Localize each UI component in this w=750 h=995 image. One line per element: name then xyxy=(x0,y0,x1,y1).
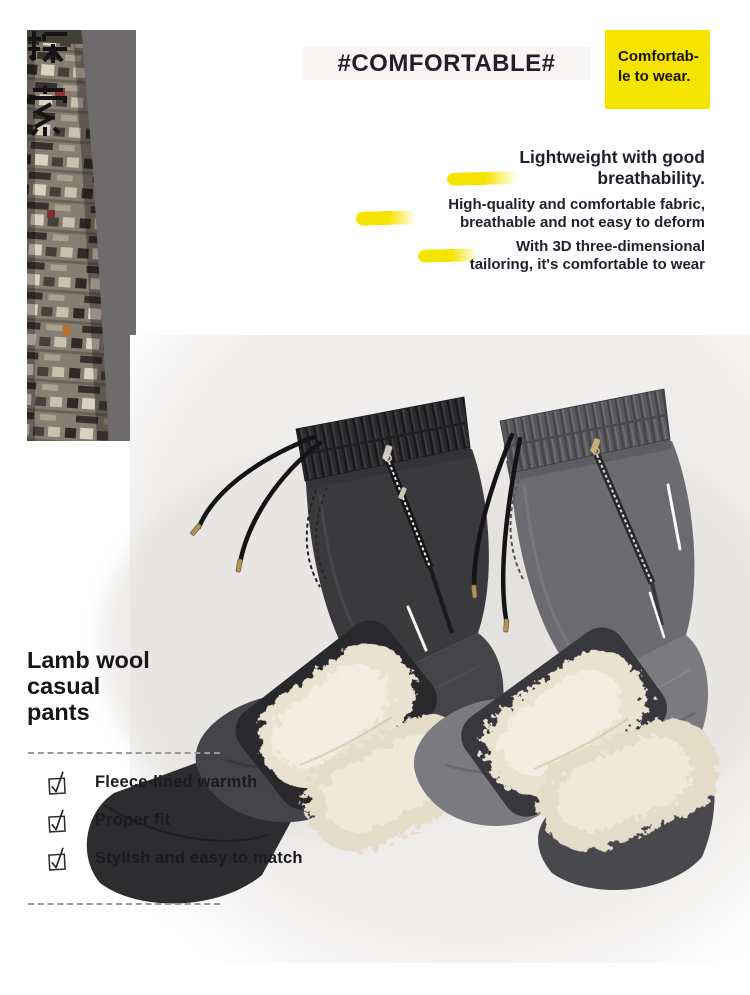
highlight-stroke-2 xyxy=(356,210,416,226)
aglet xyxy=(471,585,477,598)
hashtag-title: #COMFORTABLE# xyxy=(337,49,556,77)
checklist-item xyxy=(46,769,303,796)
checkbox-icon xyxy=(46,807,69,834)
explore-calligraphy xyxy=(27,30,71,140)
checklist-label: Stylish and easy to match xyxy=(95,849,303,867)
product-title: Lamb wool casual pants xyxy=(27,647,150,725)
feature-body-2: With 3D three-dimensional tailoring, it's comfortable to wear xyxy=(469,238,705,273)
aglet xyxy=(504,619,509,632)
checklist-label: Proper fit xyxy=(95,811,171,829)
comfort-badge xyxy=(605,30,710,109)
divider-dashed-bottom xyxy=(28,903,220,905)
feature-text-block xyxy=(448,147,705,280)
badge-line-2: le to wear. xyxy=(618,67,691,85)
checklist xyxy=(46,769,303,883)
badge-line-1: Comfortab- xyxy=(618,48,699,65)
checkbox-icon xyxy=(46,845,69,872)
feature-headline: Lightweight with good breathability. xyxy=(519,147,705,188)
checkbox-icon xyxy=(46,769,69,796)
feature-body-1: High-quality and comfortable fabric, breathable and not easy to deform xyxy=(448,196,705,231)
checklist-item xyxy=(46,845,303,872)
comfortable-headline-strip xyxy=(303,47,590,80)
checklist-item xyxy=(46,807,303,834)
divider-dashed-top xyxy=(28,752,220,754)
checklist-label: Fleece-lined warmth xyxy=(95,773,258,791)
